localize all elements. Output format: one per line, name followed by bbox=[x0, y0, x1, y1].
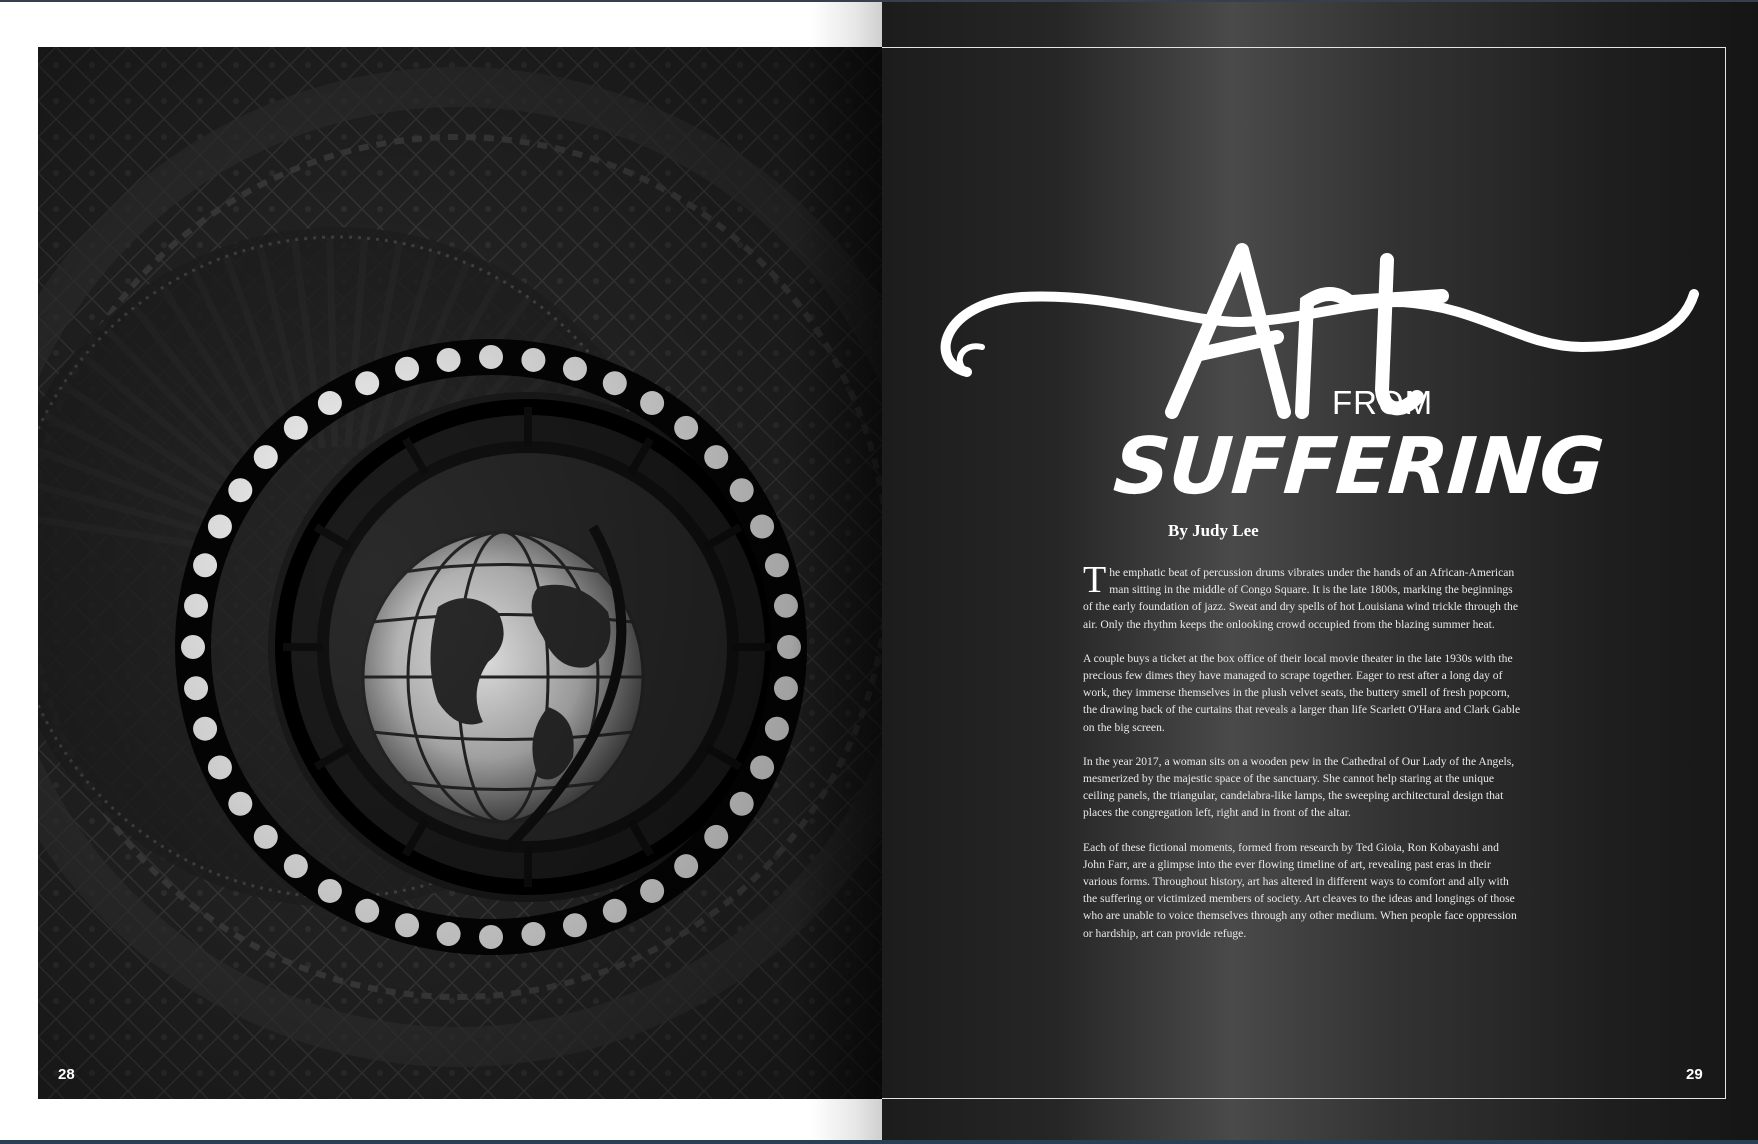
article-body bbox=[1083, 559, 1523, 959]
title-suffering: SUFFERING bbox=[1110, 422, 1606, 512]
left-page bbox=[0, 2, 882, 1140]
page-number-right: 29 bbox=[1686, 1066, 1703, 1083]
drop-cap: T bbox=[1083, 559, 1107, 601]
article-paragraph-1 bbox=[1083, 559, 1523, 633]
paragraph-1-text: he emphatic beat of percussion drums vibrates under the hands of an African-American man sitting in the middle of Congo Square. It is the late 1800s, marking the beginnings of the early foundation of jazz. Sweat and dry spells of hot Louisiana wind trickle through the air. Only the rhythm keeps the onlooking crowd occupied from the blazing summer heat. bbox=[1083, 566, 1518, 631]
ceiling-photo bbox=[38, 47, 882, 1099]
article-paragraph-2: A couple buys a ticket at the box office of their local movie theater in the late 1930s with the precious few dimes they have managed to scrape together. Eager to rest after a long day of work, they immerse themselves in the plush velvet seats, the buttery smell of fresh popcorn, the drawing back of the curtains that reveals a larger than life Scarlett O'Hara and Clark Gable on the big screen. bbox=[1083, 651, 1521, 734]
photo-gutter-shadow bbox=[792, 47, 882, 1099]
title-from: FROM bbox=[1332, 384, 1434, 421]
right-page bbox=[882, 2, 1758, 1140]
article-paragraph-4: Each of these fictional moments, formed from research by Ted Gioia, Ron Kobayashi and John Farr, are a glimpse into the ever flowing timeline of art, revealing past eras in their various forms. Throughout history, art has altered in different ways to comfort and ally with the suffering or victimized members of society. Art cleaves to the ideas and longings of those who are unable to voice themselves through any other medium. When people face oppression or hardship, art can provide refuge. bbox=[1083, 840, 1517, 940]
article-paragraph-3: In the year 2017, a woman sits on a wooden pew in the Cathedral of Our Lady of the Angels, mesmerized by the majestic space of the sanctuary. She cannot help staring at the unique ceiling panels, the triangular, candelabra-like lamps, the sweeping architectural design that places the congregation left, right and in front of the altar. bbox=[1083, 754, 1515, 820]
byline: By Judy Lee bbox=[1168, 521, 1259, 540]
globe-chandelier-image bbox=[38, 47, 882, 1099]
page-number-left: 28 bbox=[58, 1066, 75, 1083]
bottom-border bbox=[0, 1140, 1758, 1144]
